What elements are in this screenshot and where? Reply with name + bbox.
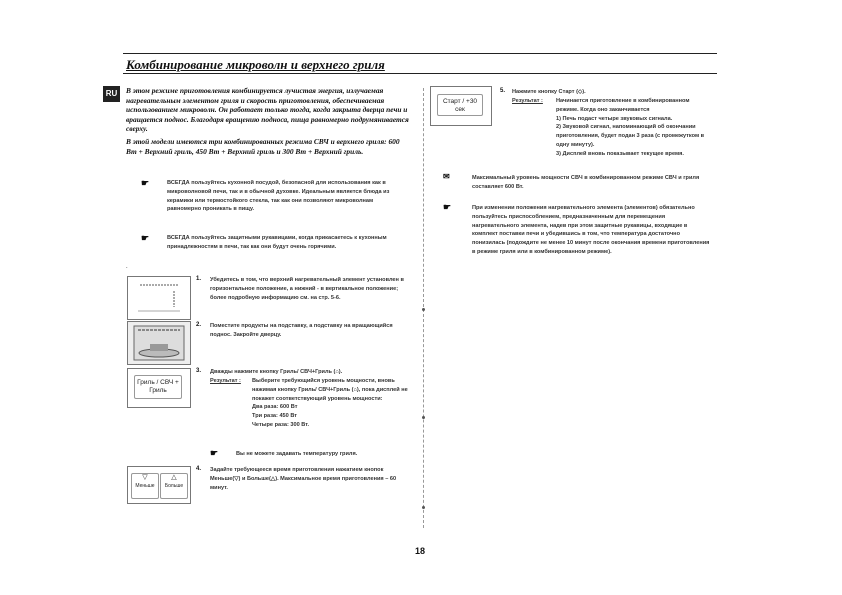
hand-note-icon: ☛ — [141, 233, 150, 243]
intro-para-2: В этой модели имеются три комбинированных режима СВЧ и верхнего гриля: 600 Вт + Верхний гриль, 450 Вт + Верхний гриль и 300 Вт + Верхний гриль. — [126, 136, 400, 156]
step-5-text-a: Нажмите кнопку Старт ( — [512, 89, 578, 95]
page-number: 18 — [415, 546, 426, 556]
intro-para-1: В этом режиме приготовления комбинируется лучистая энергия, излучаемая нагревательным элементом гриля и скорость приготовления, обеспечиваемая использованием микроволн. Он работает только тогда, когда закрыта дверца печи и вращается поднос. Благодаря вращению подноса, пища равномерно подрумянивается сверху. — [126, 86, 409, 134]
note-max-power: Максимальный уровень мощности СВЧ в комбинированном режиме СВЧ и гриля составляет 600 Вт. — [472, 175, 700, 190]
step-5-text — [512, 88, 712, 97]
step-4-number: 4. — [196, 466, 202, 472]
step-5-result — [556, 97, 711, 159]
step-5-result-text: Начинается приготовление в комбинированном режиме. Когда оно заканчивается — [556, 98, 690, 113]
less-button[interactable] — [131, 473, 159, 499]
step-3-result-b: ), пока дисплей не покажет соответствующий уровень мощности: — [252, 386, 408, 402]
chevron-down-icon: ▽ — [142, 474, 148, 481]
grill-icon: ⌂ — [335, 369, 339, 375]
result-label: Результат : — [512, 98, 543, 104]
start-button-figure — [430, 86, 492, 126]
step-5-result-3: 3) Дисплей вновь показывает текущее время. — [556, 150, 684, 157]
more-button-label: Больше — [164, 483, 184, 489]
start-button[interactable] — [437, 94, 483, 116]
step-3-result-a: Выберите требующийся уровень мощности, вновь нажимая кнопку Гриль/ СВЧ+Гриль ( — [252, 378, 395, 393]
language-badge: RU — [103, 86, 120, 102]
time-buttons-figure — [127, 466, 191, 504]
separator-dot — [422, 308, 425, 311]
grill-button-label: Гриль / СВЧ + Гриль — [137, 379, 179, 394]
step-1-text: Убедитесь в том, что верхний нагревательный элемент установлен в горизонтальное положение, а нижний - в вертикальное положение; более подробную информацию см. на стр. 5-6. — [210, 277, 404, 301]
chevron-up-icon: △ — [171, 474, 177, 481]
intro-text — [126, 86, 411, 159]
power-level-2: Четыре раза: 300 Вт. — [252, 421, 310, 428]
power-level-0: Два раза: 600 Вт — [252, 404, 298, 411]
less-button-label: Меньше — [135, 483, 155, 489]
oven-interior-figure — [127, 321, 191, 365]
step-4-text-b: ) и Больше( — [238, 475, 271, 482]
step-5-number: 5. — [500, 88, 506, 94]
page-title: Комбинирование микроволн и верхнего гриля — [126, 57, 385, 72]
step-3-text — [210, 368, 415, 377]
chevron-up-icon: △ — [270, 475, 276, 482]
step-3-result — [252, 377, 417, 430]
step-2-number: 2. — [196, 322, 202, 328]
note-heater-change: При изменении положения нагревательного элемента (элементов) обязательно пользуйтесь приспособлением, предназначенным для перемещения нагревательного элемента, надев при этом защитные рукавицы, входящие в комплект поставки печи и убедившись в том, что температура достаточно понизилась (подождите не менее 10 минут после окончания времени приготовления в режиме гриля или в комбинированном режиме). — [472, 205, 710, 255]
step-1-number: 1. — [196, 276, 202, 282]
hand-note-icon: ☛ — [141, 178, 150, 188]
result-label: Результат : — [210, 378, 241, 384]
step-5-text-b: ). — [582, 89, 586, 95]
step-3-result-label — [210, 377, 241, 386]
step-3-text-a: Дважды нажмите кнопку Гриль/ СВЧ+Гриль ( — [210, 369, 336, 375]
power-level-1: Три раза: 450 Вт — [252, 413, 298, 420]
start-icon: ◇ — [577, 89, 583, 95]
start-button-label: Старт / +30 сек — [442, 98, 478, 113]
step-3-number: 3. — [196, 368, 202, 374]
grill-icon: ⌂ — [353, 386, 357, 393]
step-2-text: Поместите продукты на подставку, а подставку на вращающийся поднос. Закройте дверцу. — [210, 323, 393, 338]
memo-note-icon: ✉ — [443, 172, 450, 181]
grill-button[interactable] — [134, 375, 182, 399]
note-gloves: ВСЕГДА пользуйтесь защитными рукавицами, когда прикасаетесь к кухонным принадлежностям в печи, так как они будут очень горячими. — [167, 235, 387, 250]
heater-position-figure — [127, 276, 191, 320]
step-3-note: Вы не можете задавать температуру гриля. — [236, 451, 358, 457]
step-3-text-b: ). — [338, 369, 343, 375]
step-4-text-c: ). Максимальное время приготовления – 60 минут. — [210, 475, 397, 491]
small-mark: . — [126, 264, 128, 270]
heater-diagram — [128, 277, 190, 319]
hand-note-icon: ☛ — [443, 202, 452, 212]
title-rule — [123, 73, 717, 74]
hand-note-icon: ☛ — [210, 448, 219, 458]
grill-button-figure — [127, 368, 191, 408]
step-4-text — [210, 466, 415, 492]
more-button[interactable] — [160, 473, 188, 499]
step-4-text-a: Задайте требующееся время приготовления нажатием кнопок Меньше( — [210, 467, 384, 482]
separator-dot — [422, 506, 425, 509]
separator-dot — [422, 416, 425, 419]
note-cookware: ВСЕГДА пользуйтесь кухонной посудой, безопасной для использования как в микроволновой печи, так и в обычной духовке. Идеальным является блюда из керамики или термостойкого стекла, так как они позволяют микроволнам равномерно проникать в пищу. — [167, 180, 390, 213]
step-5-result-label — [512, 97, 543, 106]
top-rule — [123, 53, 717, 54]
chevron-down-icon: ▽ — [234, 475, 239, 482]
step-5-result-1: 1) Печь подаст четыре звуковых сигнала. — [556, 115, 673, 122]
oven-diagram — [128, 322, 190, 364]
step-5-result-2: 2) Звуковой сигнал, напоминающий об окончании приготовления, будет подан 3 раза (с промежутком в одну минуту). — [556, 124, 705, 148]
